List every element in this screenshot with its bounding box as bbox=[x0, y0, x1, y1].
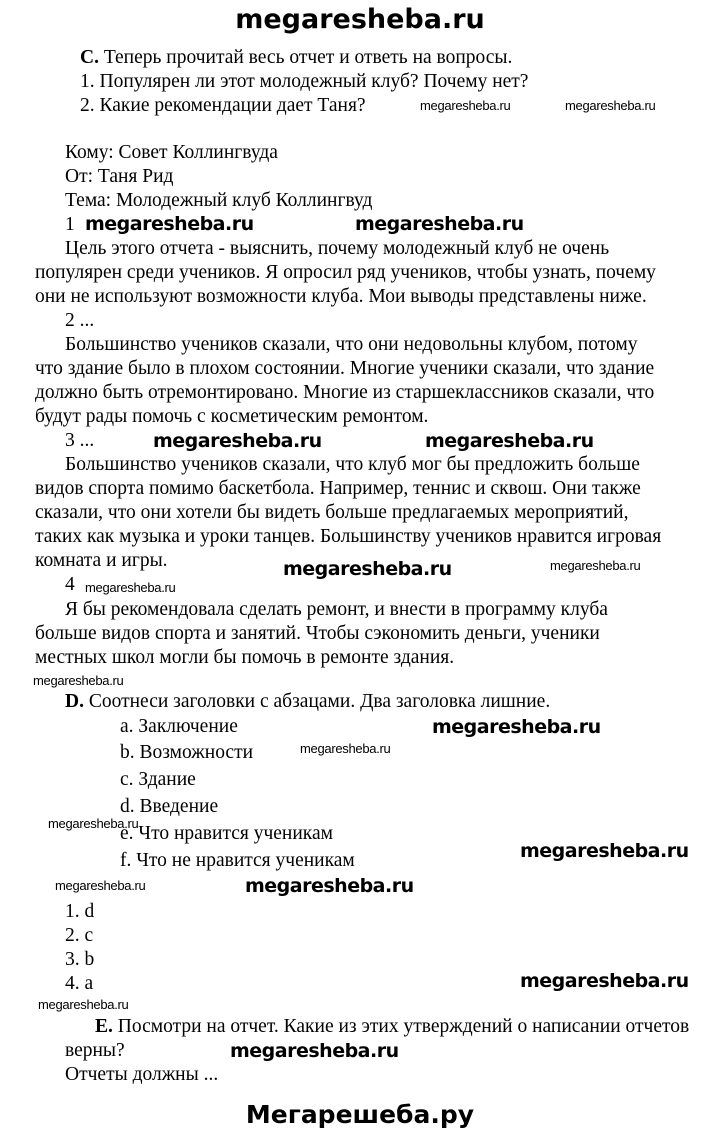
section-e-title: E. Посмотри на отчет. Какие из этих утверждений о написании отчетов bbox=[95, 1016, 690, 1037]
watermark: megaresheba.ru bbox=[245, 875, 414, 897]
memo-subject: Тема: Молодежный клуб Коллингвуд bbox=[65, 190, 373, 211]
option-d: d. Введение bbox=[120, 796, 219, 817]
option-e: e. Что нравится ученикам bbox=[120, 823, 333, 844]
watermark: megaresheba.ru bbox=[425, 430, 594, 452]
watermark: megaresheba.ru bbox=[230, 1040, 399, 1062]
paragraph-4-line: местных школ могли бы помочь в ремонте здания. bbox=[35, 647, 455, 668]
watermark: megaresheba.ru bbox=[520, 970, 689, 992]
watermark: megaresheba.ru bbox=[565, 98, 656, 113]
answer-1: 1. d bbox=[65, 901, 95, 922]
section-d-title: D. Соотнеси заголовки с абзацами. Два заголовка лишние. bbox=[65, 691, 551, 712]
paragraph-3-line: видов спорта помимо баскетбола. Например, теннис и сквош. Они также bbox=[35, 478, 641, 499]
watermark: megaresheba.ru bbox=[48, 816, 139, 831]
memo-from: От: Таня Рид bbox=[65, 166, 174, 187]
watermark: megaresheba.ru bbox=[85, 213, 254, 235]
section-e-line: Отчеты должны ... bbox=[65, 1064, 219, 1085]
paragraph-4-line: Я бы рекомендовала сделать ремонт, и внести в программу клуба bbox=[65, 599, 608, 620]
paragraph-3-number: 3 ... bbox=[65, 430, 95, 451]
paragraph-3-line: комната и игры. bbox=[35, 550, 168, 571]
watermark: megaresheba.ru bbox=[432, 716, 601, 738]
paragraph-4-line: больше видов спорта и занятий. Чтобы сэкономить деньги, ученики bbox=[35, 623, 600, 644]
watermark: megaresheba.ru bbox=[520, 840, 689, 862]
section-e-title-cont: верны? bbox=[65, 1040, 125, 1061]
watermark: megaresheba.ru bbox=[153, 430, 322, 452]
option-b: b. Возможности bbox=[120, 742, 254, 763]
answer-4: 4. a bbox=[65, 973, 94, 994]
watermark: megaresheba.ru bbox=[355, 213, 524, 235]
paragraph-2-line: что здание было в плохом состоянии. Многие ученики сказали, что здание bbox=[35, 358, 655, 379]
site-footer: Мегарешеба.ру bbox=[245, 1100, 475, 1129]
watermark: megaresheba.ru bbox=[33, 673, 124, 688]
paragraph-1-line: Цель этого отчета - выяснить, почему молодежный клуб не очень bbox=[65, 238, 610, 259]
paragraph-4-number: 4 bbox=[65, 574, 75, 595]
watermark: megaresheba.ru bbox=[550, 558, 641, 573]
watermark: megaresheba.ru bbox=[300, 741, 391, 756]
paragraph-2-line: должно быть отремонтировано. Многие из старшеклассников сказали, что bbox=[35, 382, 655, 403]
memo-to: Кому: Совет Коллингвуда bbox=[65, 142, 278, 163]
paragraph-2-line: Большинство учеников сказали, что они недовольны клубом, потому bbox=[65, 334, 638, 355]
paragraph-3-line: таких как музыка и уроки танцев. Большинству учеников нравится игровая bbox=[35, 526, 662, 547]
paragraph-1-number: 1 bbox=[65, 214, 75, 235]
paragraph-3-line: сказали, что они хотели бы видеть больше предлагаемых мероприятий, bbox=[35, 502, 629, 523]
answer-2: 2. c bbox=[65, 925, 94, 946]
watermark: megaresheba.ru bbox=[420, 98, 511, 113]
paragraph-1-line: они не используют возможности клуба. Мои выводы представлены ниже. bbox=[35, 286, 647, 307]
option-c: c. Здание bbox=[120, 769, 196, 790]
section-c-title: C. Теперь прочитай весь отчет и ответь на вопросы. bbox=[80, 47, 513, 68]
watermark: megaresheba.ru bbox=[283, 558, 452, 580]
option-a: a. Заключение bbox=[120, 716, 238, 737]
watermark: megaresheba.ru bbox=[38, 997, 129, 1012]
paragraph-3-line: Большинство учеников сказали, что клуб мог бы предложить больше bbox=[65, 454, 640, 475]
question-2: 2. Какие рекомендации дает Таня? bbox=[80, 95, 366, 116]
paragraph-1-line: популярен среди учеников. Я опросил ряд учеников, чтобы узнать, почему bbox=[35, 262, 656, 283]
option-f: f. Что не нравится ученикам bbox=[120, 850, 355, 871]
site-header: megaresheba.ru bbox=[235, 4, 485, 35]
answer-3: 3. b bbox=[65, 949, 95, 970]
watermark: megaresheba.ru bbox=[55, 878, 146, 893]
paragraph-2-number: 2 ... bbox=[65, 310, 95, 331]
paragraph-2-line: будут рады помочь с косметическим ремонтом. bbox=[35, 406, 429, 427]
question-1: 1. Популярен ли этот молодежный клуб? Почему нет? bbox=[80, 71, 529, 92]
watermark: megaresheba.ru bbox=[85, 580, 176, 595]
